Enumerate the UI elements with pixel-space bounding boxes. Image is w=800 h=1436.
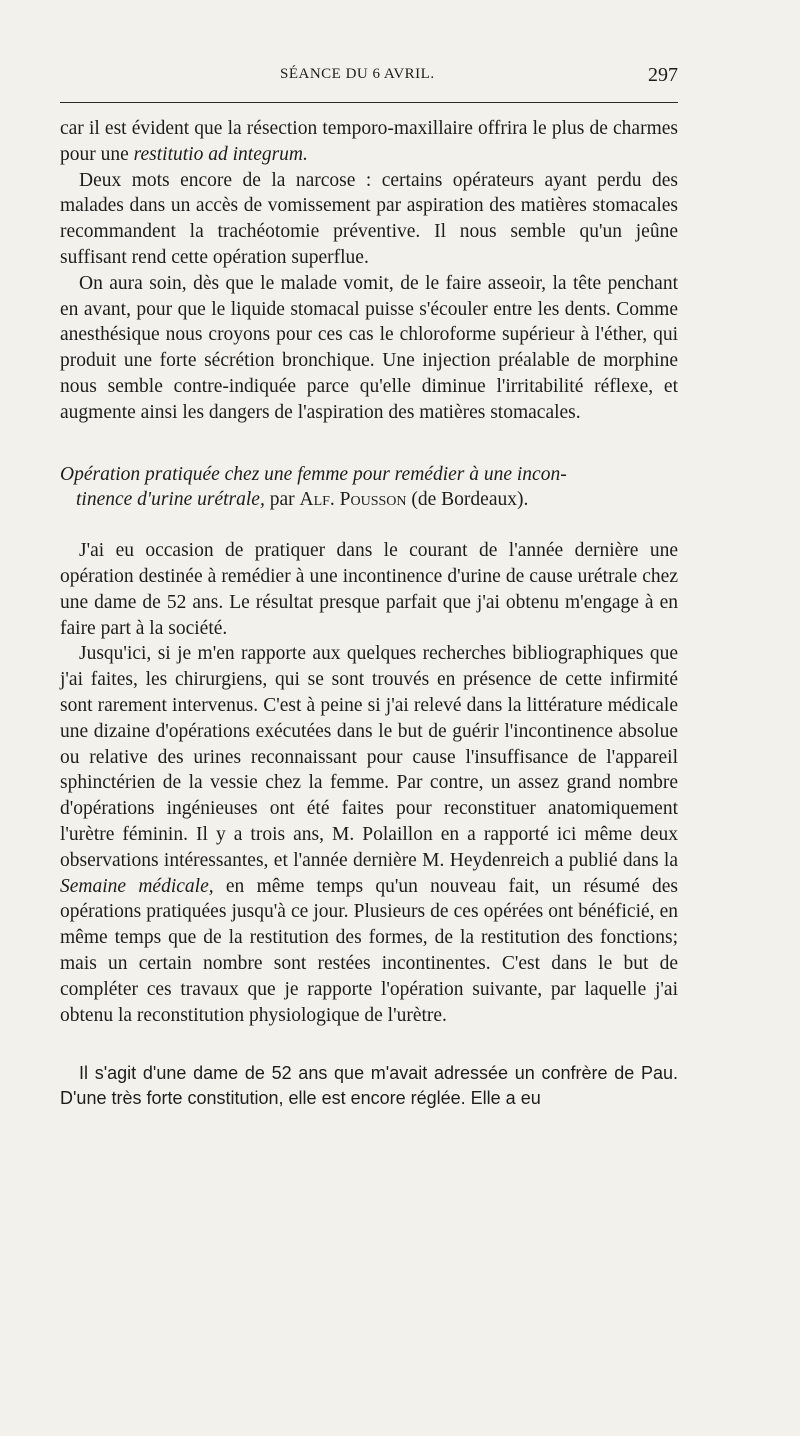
paragraph-vomissement: On aura soin, dès que le malade vomit, de le faire asseoir, la tête penchant en avant, pour que le liquide stomacal puisse s'écouler entre les dents. Comme anesthésique nous croyons pour ces cas le chloroforme supérieur à l'éther, qui produit une forte sécrétion bronchique. Une injection préalable de morphine nous semble contre-indiquée parce qu'elle diminue l'irritabilité réflexe, et augmente ainsi les dangers de l'aspiration des matières stomacales. — [60, 272, 678, 423]
section-title-line2 — [60, 487, 678, 513]
paragraph-continuation — [60, 116, 678, 168]
section-affiliation: (de Bordeaux). — [406, 489, 529, 511]
section-author: Alf. Pousson — [299, 489, 407, 511]
page-number: 297 — [648, 64, 678, 86]
section-spacer — [60, 1028, 678, 1061]
journal-title: Semaine médicale, — [60, 875, 214, 897]
section-title — [60, 462, 678, 514]
latin-phrase: restitutio ad integrum. — [133, 143, 308, 165]
paragraph-recherches — [60, 641, 678, 1028]
paragraph-text: car il est évident que la résection temporo-maxillaire offrira le plus de charmes pour une — [60, 118, 678, 165]
section-title-italic: tinence d'urine urétrale, — [76, 489, 265, 511]
paragraph-narcose: Deux mots encore de la narcose : certains opérateurs ayant perdu des malades dans un accès de vomissement par aspiration des matières stomacales recommandent la trachéotomie préventive. Il nous semble qu'un jeûne suffisant rend cette opération superflue. — [60, 169, 678, 268]
paragraph-observation: Il s'agit d'une dame de 52 ans que m'avait adressée un confrère de Pau. D'une très forte constitution, elle est encore réglée. Elle a eu — [60, 1063, 678, 1109]
header-rule — [60, 102, 678, 103]
paragraph-text: en même temps qu'un nouveau fait, un résumé des opérations pratiquées jusqu'à ce jour. Plusieurs de ces opérées ont bénéficié, en même temps que de la restitution des formes, de la restitution des fonctions; mais un certain nombre sont restées incontinentes. C'est dans le but de compléter ces travaux que je rapporte l'opération suivante, par laquelle j'ai obtenu la reconstitution physiologique de l'urètre. — [60, 875, 678, 1026]
book-page — [60, 0, 678, 1436]
paragraph-occasion: J'ai eu occasion de pratiquer dans le courant de l'année dernière une opération destinée à remédier à une incontinence d'urine de cause urétrale chez une dame de 52 ans. Le résultat presque parfait que j'ai obtenu m'engage à en faire part à la société. — [60, 540, 678, 639]
section-spacer — [60, 426, 678, 462]
body-text — [60, 116, 678, 1111]
section-title-by: par — [264, 489, 300, 511]
section-spacer — [60, 513, 678, 538]
running-title: SÉANCE DU 6 AVRIL. — [280, 66, 435, 82]
paragraph-text: Jusqu'ici, si je m'en rapporte aux quelques recherches bibliographiques que j'ai faites, les chirurgiens, qui se sont trouvés en présence de cette infirmité sont rarement intervenus. C'est à peine si j'ai relevé dans la littérature médicale une dizaine d'opérations exécutées dans le but de guérir l'incontinence absolue ou relative des urines reconnaissant pour cause l'insuffisance de l'appareil sphinctérien de la vessie chez la femme. Par contre, un assez grand nombre d'opérations ingénieuses ont été faites pour reconstituer anatomiquement l'urètre féminin. Il y a trois ans, M. Polaillon en a rapporté ici même deux observations intéressantes, et l'année dernière M. Heydenreich a publié dans la — [60, 643, 678, 871]
section-title-line1: Opération pratiquée chez une femme pour remédier à une incon- — [60, 463, 567, 485]
page-header — [60, 66, 678, 90]
